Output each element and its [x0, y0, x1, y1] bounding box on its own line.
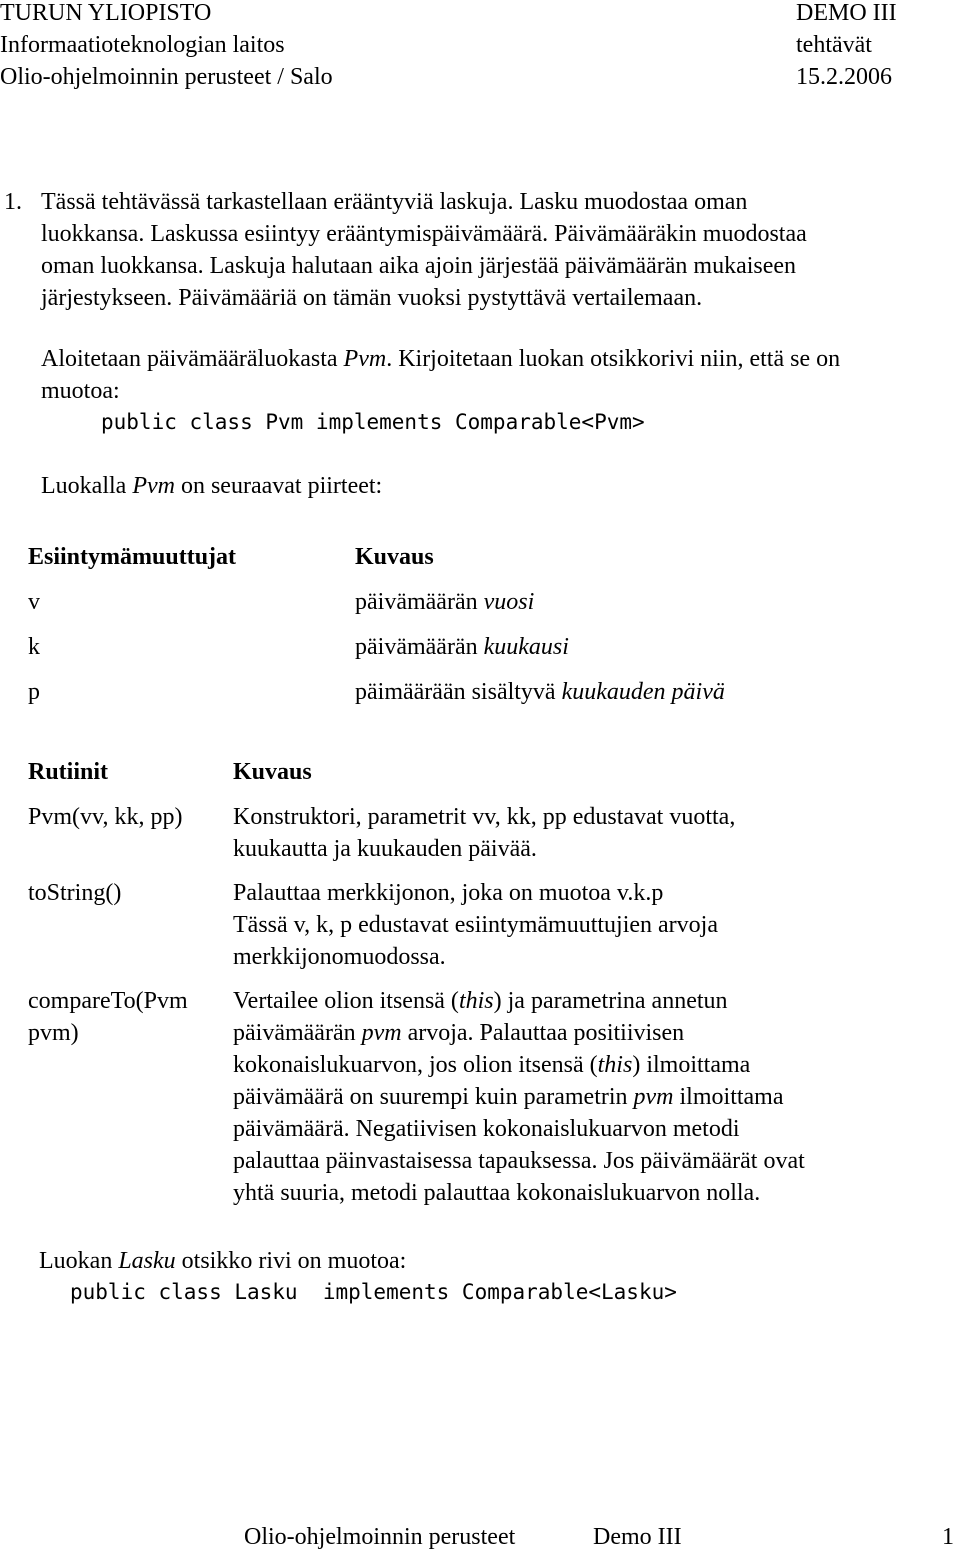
desc-text: ) ja parametrina annetun [493, 988, 728, 1014]
field-desc-emph: kuukauden päivä [561, 679, 725, 705]
field-name: v [28, 589, 40, 615]
desc-text: ) ilmoittama [632, 1052, 751, 1078]
intro-line: luokkansa. Laskussa esiintyy erääntymispäivämäärä. Päivämääräkin muodostaa [41, 221, 807, 247]
field-desc-emph: vuosi [483, 589, 535, 615]
routine-desc [233, 1049, 750, 1081]
fields-col-header: Esiintymämuuttujat [28, 544, 237, 570]
routine-desc: kuukautta ja kuukauden päivää. [233, 836, 537, 862]
intro-line: järjestykseen. Päivämääriä on tämän vuoksi pystyttävä vertailemaan. [41, 285, 703, 311]
department-name: Informaatioteknologian laitos [0, 32, 285, 58]
pvm-param-ref: pvm [633, 1084, 674, 1110]
routine-name: compareTo(Pvm [28, 988, 188, 1014]
routines-desc-header: Kuvaus [233, 759, 312, 785]
pvm-class-ref: Pvm [343, 346, 387, 372]
desc-text: Vertailee olion itsensä ( [233, 988, 459, 1014]
field-desc-text: päimäärään sisältyvä [355, 679, 562, 705]
field-desc [355, 631, 569, 663]
course-name: Olio-ohjelmoinnin perusteet / Salo [0, 64, 333, 90]
task-number: 1. [4, 189, 22, 215]
desc-text: päivämäärän [233, 1020, 362, 1046]
start-text: . Kirjoitetaan luokan otsikkorivi niin, että se on [386, 346, 841, 372]
fields-desc-header: Kuvaus [355, 544, 434, 570]
routine-desc: päivämäärä. Negatiivisen kokonaislukuarvon metodi [233, 1116, 740, 1142]
intro-line: oman luokkansa. Laskuja halutaan aika ajoin järjestää päivämäärän mukaiseen [41, 253, 797, 279]
desc-text: arvoja. Palauttaa positiivisen [401, 1020, 685, 1046]
routine-name: Pvm(vv, kk, pp) [28, 804, 183, 830]
pvm-param-ref: pvm [361, 1020, 402, 1046]
routine-desc: Palauttaa merkkijonon, joka on muotoa v.k.p [233, 880, 664, 906]
footer-demo: Demo III [593, 1524, 682, 1550]
intro-line: Tässä tehtävässä tarkastellaan erääntyviä laskuja. Lasku muodostaa oman [41, 189, 748, 215]
footer-course: Olio-ohjelmoinnin perusteet [244, 1524, 516, 1550]
lasku-class-ref: Lasku [118, 1248, 176, 1274]
routine-desc: palauttaa päinvastaisessa tapauksessa. Jos päivämäärät ovat [233, 1148, 805, 1174]
features-text: Luokalla [41, 473, 133, 499]
routine-name-cont: pvm) [28, 1020, 79, 1046]
pvm-class-ref: Pvm [132, 473, 175, 499]
routine-desc: merkkijonomuodossa. [233, 944, 446, 970]
university-name: TURUN YLIOPISTO [0, 0, 212, 26]
desc-text: ilmoittama [673, 1084, 784, 1110]
this-ref: this [597, 1052, 633, 1078]
lasku-text: Luokan [39, 1248, 119, 1274]
this-ref: this [458, 988, 494, 1014]
field-desc [355, 676, 725, 708]
field-desc-text: päivämäärän [355, 634, 484, 660]
field-name: k [28, 634, 40, 660]
field-desc-emph: kuukausi [483, 634, 569, 660]
routine-desc: Tässä v, k, p edustavat esiintymämuuttujien arvoja [233, 912, 718, 938]
desc-text: kokonaislukuarvon, jos olion itsensä ( [233, 1052, 598, 1078]
field-name: p [28, 679, 40, 705]
features-line [41, 470, 382, 502]
page-number: 1 [942, 1524, 954, 1550]
pvm-header-code: public class Pvm implements Comparable<Pvm> [101, 410, 645, 434]
routine-desc [233, 1081, 784, 1113]
demo-title: DEMO III [796, 0, 897, 26]
routine-desc: yhtä suuria, metodi palauttaa kokonaislukuarvon nolla. [233, 1180, 761, 1206]
routine-desc: Konstruktori, parametrit vv, kk, pp edustavat vuotta, [233, 804, 736, 830]
routine-desc [233, 985, 728, 1017]
header-date: 15.2.2006 [796, 64, 892, 90]
features-text: on seuraavat piirteet: [174, 473, 383, 499]
field-desc [355, 586, 534, 618]
routine-name: toString() [28, 880, 122, 906]
field-desc-text: päivämäärän [355, 589, 484, 615]
lasku-text: otsikko rivi on muotoa: [175, 1248, 407, 1274]
desc-text: päivämäärä on suurempi kuin parametrin [233, 1084, 634, 1110]
header-tasks: tehtävät [796, 32, 872, 58]
start-paragraph [41, 343, 840, 375]
routines-col-header: Rutiinit [28, 759, 109, 785]
start-text: Aloitetaan päivämääräluokasta [41, 346, 344, 372]
lasku-header-code: public class Lasku implements Comparable<Lasku> [70, 1280, 677, 1304]
routine-desc [233, 1017, 684, 1049]
lasku-line [39, 1245, 406, 1277]
start-paragraph-cont: muotoa: [41, 378, 120, 404]
